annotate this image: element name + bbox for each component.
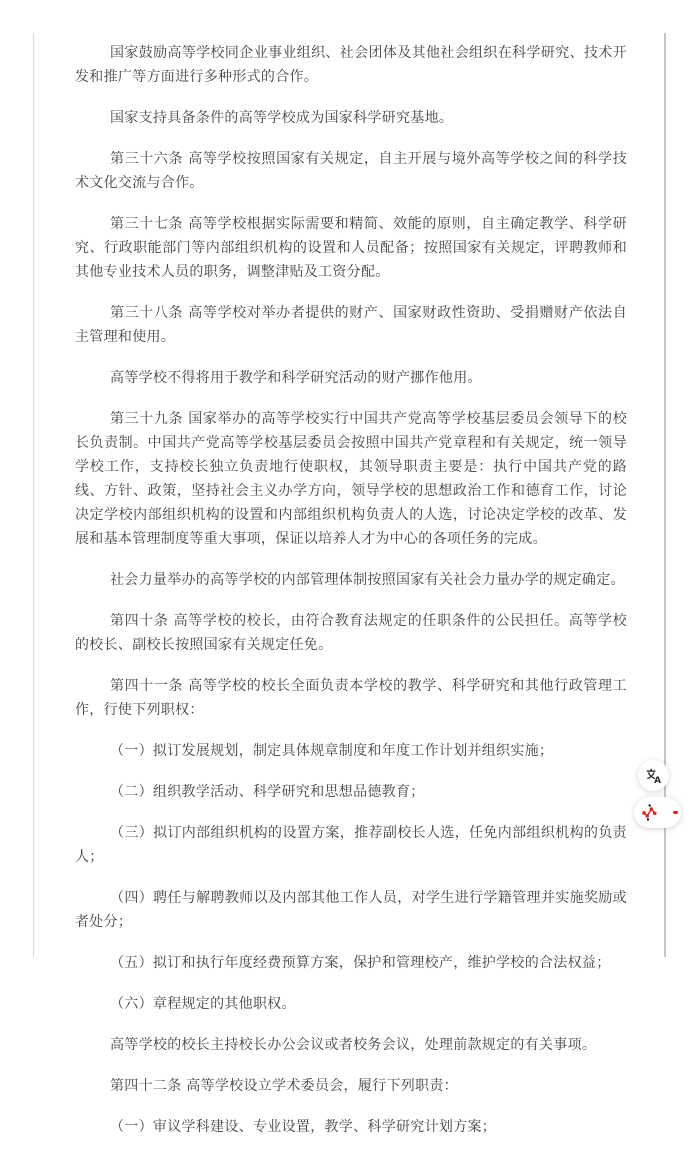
- paragraph: 第三十九条 国家举办的高等学校实行中国共产党高等学校基层委员会领导下的校长负责制。中国共产党高等学校基层委员会按照中国共产党章程和有关规定，统一领导学校工作，支持校长独立负责地行使职权，其领导职责主要是：执行中国共产党的路线、方针、政策，坚持社会主义办学方向，领导学校的思想政治工作和德育工作，讨论决定学校内部组织机构的设置和内部组织机构负责人的人选，讨论决定学校的改革、发展和基本管理制度等重大事项，保证以培养人才为中心的各项任务的完成。: [75, 411, 627, 547]
- paragraph: 高等学校的校长主持校长办公会议或者校务会议，处理前款规定的有关事项。: [110, 1037, 597, 1053]
- translate-icon: [645, 767, 663, 785]
- network-graph-icon: [641, 804, 658, 821]
- paragraph: 第四十二条 高等学校设立学术委员会，履行下列职责：: [110, 1078, 458, 1094]
- paragraph: （一）拟订发展规划，制定具体规章制度和年度工作计划并组织实施；: [110, 743, 554, 759]
- red-dot-icon: [673, 811, 678, 814]
- paragraph: （六）章程规定的其他职权。: [110, 996, 296, 1012]
- paragraph: （三）拟订内部组织机构的设置方案，推荐副校长人选，任免内部组织机构的负责人；: [75, 825, 627, 865]
- paragraph: （五）拟订和执行年度经费预算方案，保护和管理校产，维护学校的合法权益；: [110, 955, 611, 971]
- paragraph: 国家鼓励高等学校同企业事业组织、社会团体及其他社会组织在科学研究、技术开发和推广等方面进行多种形式的合作。: [75, 45, 627, 85]
- translate-button[interactable]: [638, 760, 669, 791]
- paragraph: 国家支持具备条件的高等学校成为国家科学研究基地。: [110, 110, 454, 126]
- document-content: [75, 41, 627, 1156]
- paragraph: 第四十条 高等学校的校长，由符合教育法规定的任职条件的公民担任。高等学校的校长、副校长按照国家有关规定任免。: [75, 613, 627, 653]
- extension-button[interactable]: [634, 797, 681, 828]
- paragraph: 第三十七条 高等学校根据实际需要和精简、效能的原则，自主确定教学、科学研究、行政职能部门等内部组织机构的设置和人员配备；按照国家有关规定，评聘教师和其他专业技术人员的职务，调整津贴及工资分配。: [75, 216, 627, 280]
- paragraph: 社会力量举办的高等学校的内部管理体制按照国家有关社会力量办学的规定确定。: [110, 572, 625, 588]
- paragraph: （一）审议学科建设、专业设置，教学、科学研究计划方案；: [110, 1119, 497, 1135]
- document-page: [33, 33, 666, 1135]
- svg-text:A: A: [653, 775, 661, 786]
- paragraph: 第三十六条 高等学校按照国家有关规定，自主开展与境外高等学校之间的科学技术文化交流与合作。: [75, 151, 627, 191]
- paragraph: 第四十一条 高等学校的校长全面负责本学校的教学、科学研究和其他行政管理工作，行使下列职权：: [75, 678, 627, 718]
- paragraph: 第三十八条 高等学校对举办者提供的财产、国家财政性资助、受捐赠财产依法自主管理和使用。: [75, 305, 627, 345]
- paragraph: 高等学校不得将用于教学和科学研究活动的财产挪作他用。: [110, 370, 482, 386]
- paragraph: （二）组织教学活动、科学研究和思想品德教育；: [110, 784, 425, 800]
- paragraph: （四）聘任与解聘教师以及内部其他工作人员，对学生进行学籍管理并实施奖励或者处分；: [75, 890, 627, 930]
